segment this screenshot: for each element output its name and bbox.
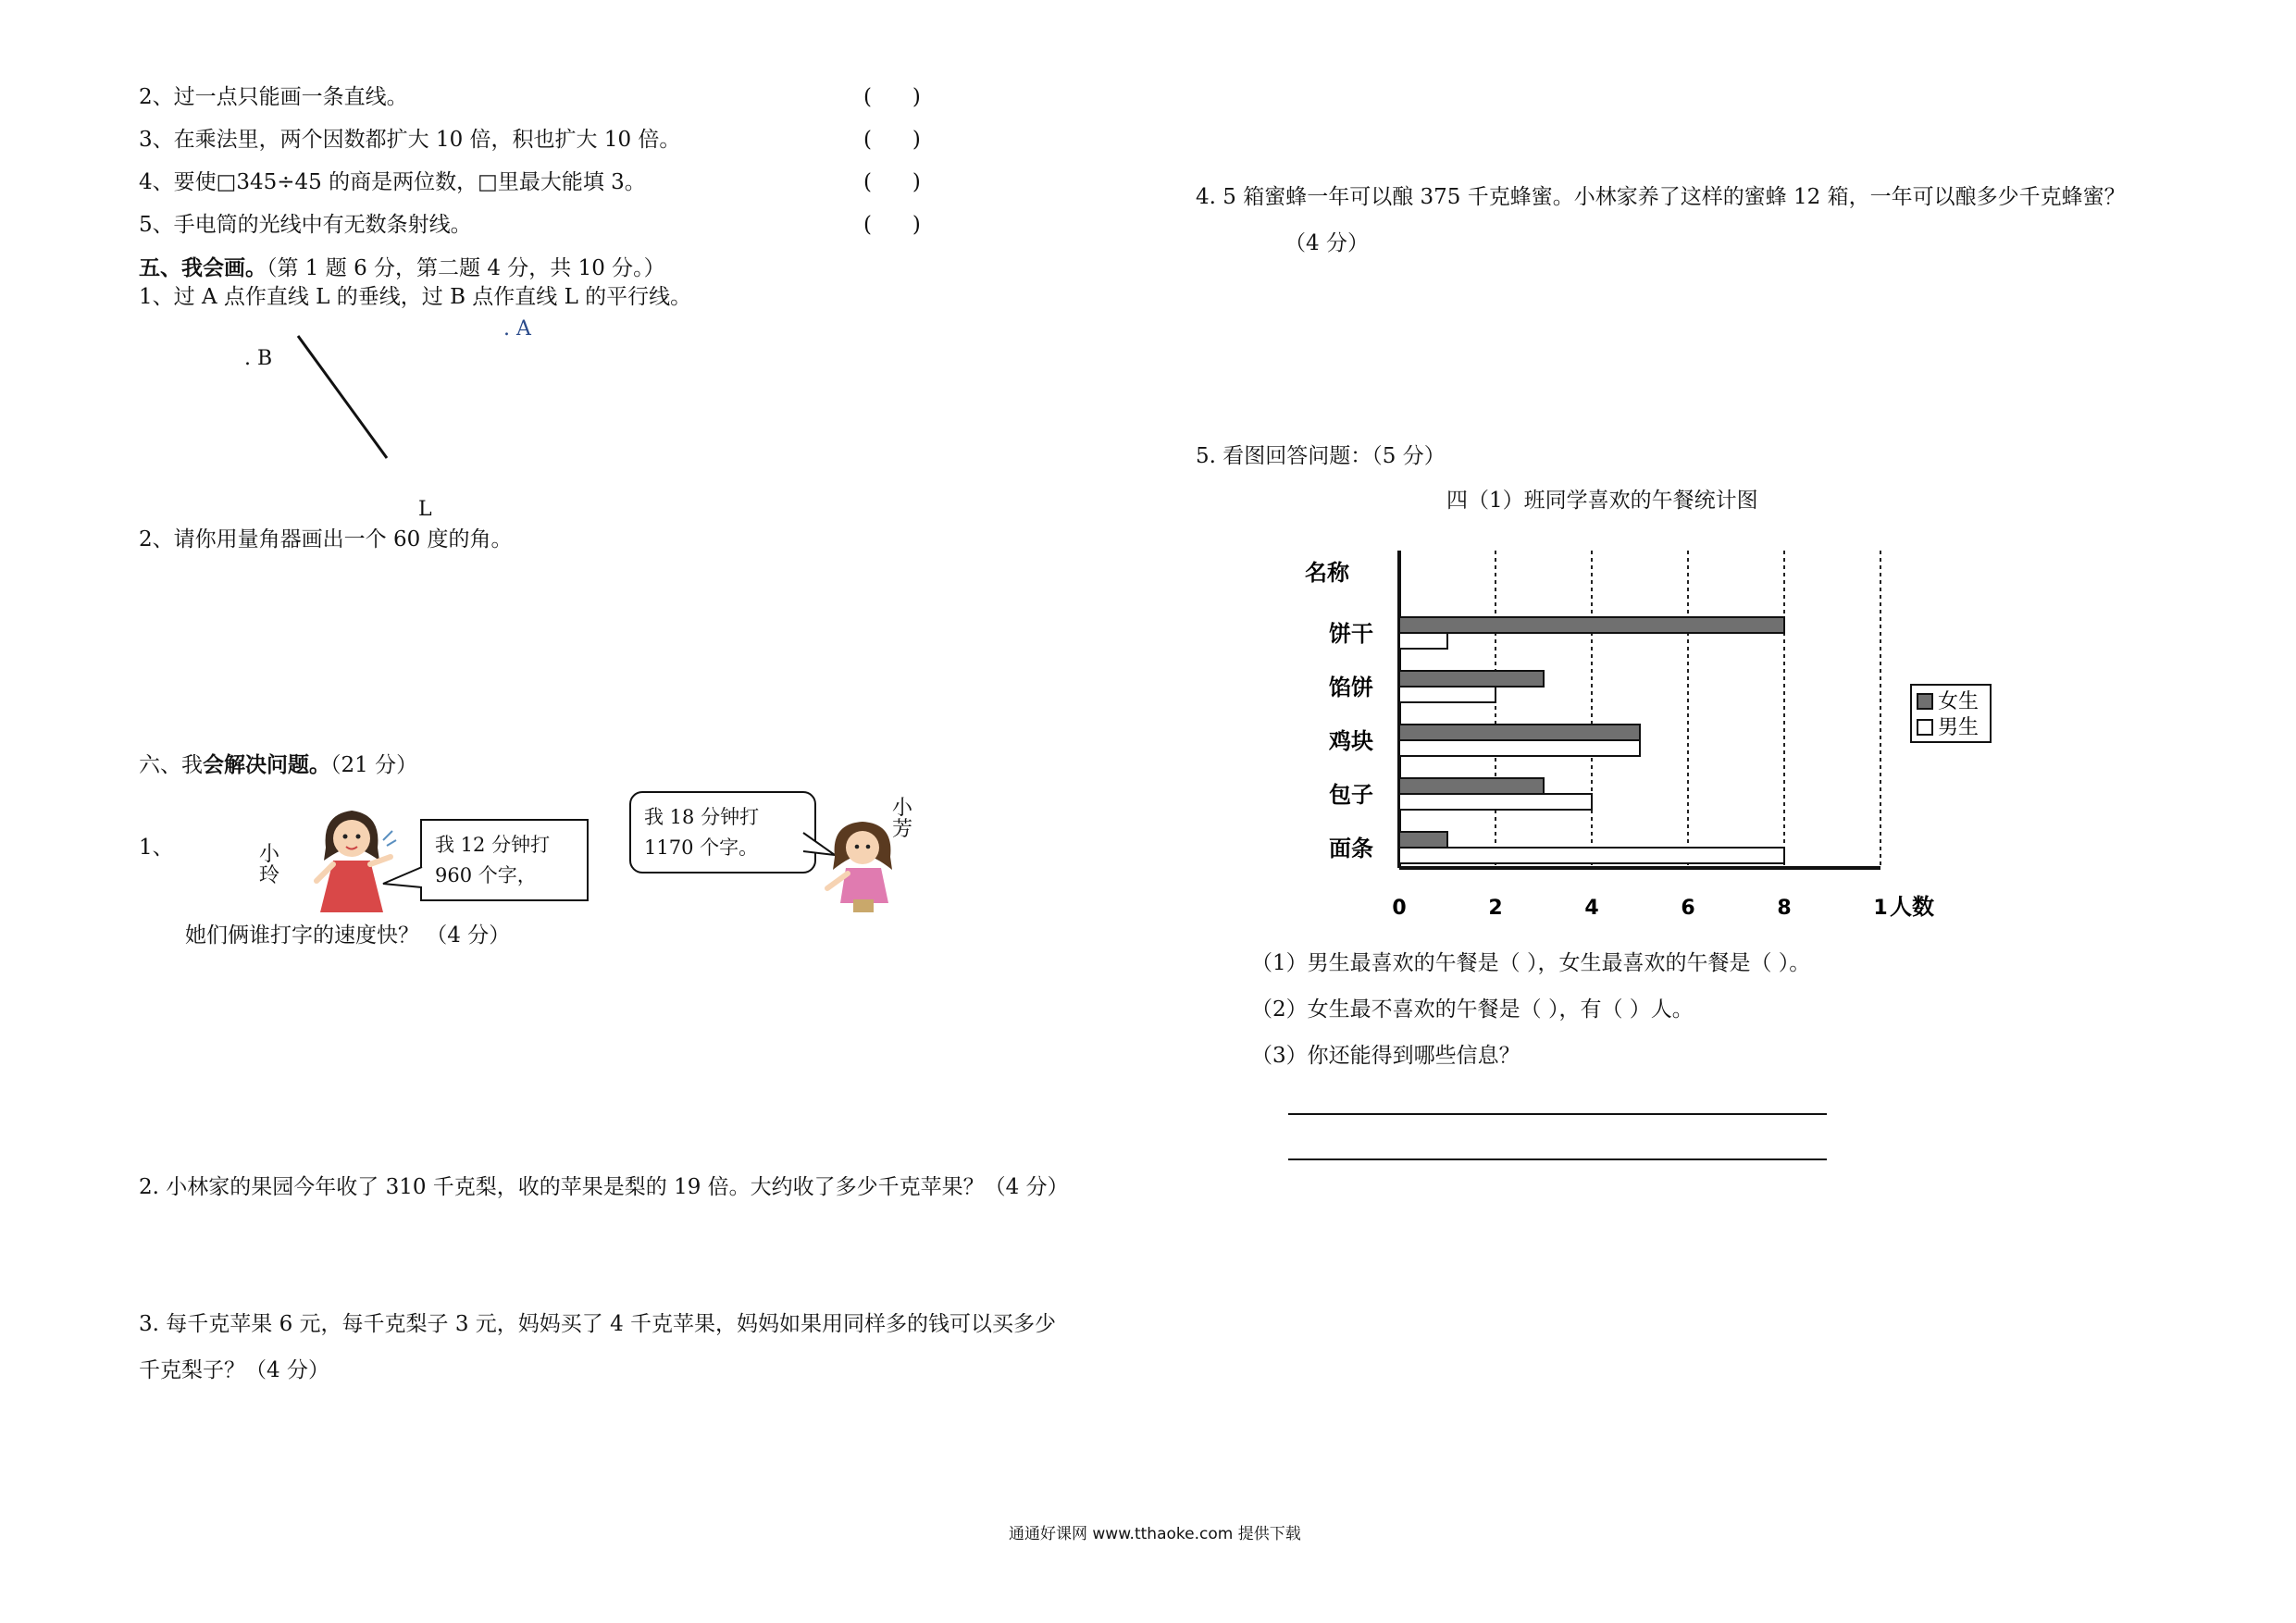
draw-question-1: 1、过 A 点作直线 L 的垂线，过 B 点作直线 L 的平行线。 bbox=[139, 285, 692, 309]
legend-swatch bbox=[1917, 694, 1932, 709]
category-label: 面条 bbox=[1329, 836, 1373, 861]
chart-question-1: （1）男生最喜欢的午餐是（ ），女生最喜欢的午餐是（ ）。 bbox=[1251, 951, 1811, 975]
name-xiaofang: 小 芳 bbox=[892, 797, 913, 842]
bar-girls bbox=[1399, 617, 1784, 633]
name-xiaoling: 小 玲 bbox=[259, 843, 280, 888]
judge-item-2-paren: ( ) bbox=[863, 85, 921, 109]
question-5-title: 5. 看图回答问题：（5 分） bbox=[1196, 444, 1446, 468]
lunch-bar-chart bbox=[1277, 532, 2008, 930]
speech-bubble-xiaofang: 我 18 分钟打 1170 个字。 bbox=[629, 791, 816, 873]
speech-bubble-xiaoling: 我 12 分钟打 960 个字， bbox=[420, 819, 589, 901]
section-draw-title: 五、我会画。 bbox=[139, 255, 267, 280]
judge-item-2: 2、过一点只能画一条直线。 bbox=[139, 85, 408, 109]
x-tick-label: 6 bbox=[1681, 897, 1695, 920]
question-4-line-2: （4 分） bbox=[1285, 231, 1369, 255]
bar-boys bbox=[1399, 740, 1640, 756]
section-draw-note: （第 1 题 6 分，第二题 4 分，共 10 分。） bbox=[267, 256, 665, 280]
section-solve-title-prefix: 六、我 bbox=[139, 753, 203, 777]
chart-question-2: （2）女生最不喜欢的午餐是（ ），有（ ）人。 bbox=[1251, 997, 1694, 1022]
x-tick-label: 8 bbox=[1777, 897, 1792, 920]
chart-question-3: （3）你还能得到哪些信息？ bbox=[1251, 1044, 1520, 1068]
point-b-label: . B bbox=[244, 347, 273, 370]
legend-swatch bbox=[1917, 720, 1932, 735]
chart-title: 四（1）班同学喜欢的午餐统计图 bbox=[1446, 489, 1758, 513]
section-solve-score: （21 分） bbox=[330, 753, 418, 777]
solve-question-3-line-2: 千克梨子？（4 分） bbox=[139, 1358, 329, 1382]
question-4-line-1: 4. 5 箱蜜蜂一年可以酿 375 千克蜂蜜。小林家养了这样的蜜蜂 12 箱，一年可以酿多少千克蜂蜜？ bbox=[1196, 185, 2126, 209]
category-label: 馅饼 bbox=[1329, 675, 1373, 700]
x-tick-label: 0 bbox=[1392, 897, 1407, 920]
point-a-label: . A bbox=[503, 317, 531, 341]
bar-boys bbox=[1399, 848, 1784, 863]
judge-item-4-paren: ( ) bbox=[863, 170, 921, 194]
solve-question-2: 2. 小林家的果园今年收了 310 千克梨，收的苹果是梨的 19 倍。大约收了多少千克苹果？（4 分） bbox=[139, 1175, 1069, 1199]
answer-line-2[interactable] bbox=[1288, 1158, 1827, 1160]
answer-line-1[interactable] bbox=[1288, 1113, 1827, 1115]
judge-item-3: 3、在乘法里，两个因数都扩大 10 倍，积也扩大 10 倍。 bbox=[139, 128, 681, 152]
bar-girls bbox=[1399, 832, 1447, 848]
speech-bubble-xiaoling-tail bbox=[381, 865, 424, 893]
section-solve-title: 会解决问题。 bbox=[203, 752, 330, 777]
solve-question-1-text: 她们俩谁打字的速度快？ （4 分） bbox=[185, 923, 511, 948]
solve-question-1-number: 1、 bbox=[139, 836, 174, 860]
solve-question-3-line-1: 3. 每千克苹果 6 元，每千克梨子 3 元，妈妈买了 4 千克苹果，妈妈如果用同样多的钱可以买多少 bbox=[139, 1312, 1057, 1336]
x-tick-label: 1 bbox=[1873, 897, 1888, 920]
line-l-label: L bbox=[418, 498, 432, 521]
bar-girls bbox=[1399, 671, 1544, 687]
x-axis-title: 人数 bbox=[1890, 894, 1934, 920]
draw-question-2: 2、请你用量角器画出一个 60 度的角。 bbox=[139, 527, 513, 551]
judge-item-5-paren: ( ) bbox=[863, 213, 921, 237]
judge-item-5: 5、手电筒的光线中有无数条射线。 bbox=[139, 213, 472, 237]
category-label: 包子 bbox=[1329, 782, 1373, 808]
x-tick-label: 4 bbox=[1584, 897, 1599, 920]
category-label: 饼干 bbox=[1329, 621, 1373, 647]
bar-boys bbox=[1399, 794, 1592, 810]
section-solve-heading bbox=[139, 752, 417, 779]
legend-label: 男生 bbox=[1938, 716, 1980, 739]
x-tick-label: 2 bbox=[1488, 897, 1503, 920]
y-axis-title: 名称 bbox=[1305, 560, 1349, 586]
section-draw-heading bbox=[139, 255, 665, 282]
legend-label: 女生 bbox=[1938, 690, 1980, 713]
bar-girls bbox=[1399, 778, 1544, 794]
judge-item-3-paren: ( ) bbox=[863, 128, 921, 152]
girl-xiaoling-illustration bbox=[305, 803, 398, 919]
footer-credit: 通通好课网 www.tthaoke.com 提供下载 bbox=[1009, 1525, 1301, 1543]
judge-item-4: 4、要使□345÷45 的商是两位数，□里最大能填 3。 bbox=[139, 170, 646, 194]
bar-boys bbox=[1399, 633, 1447, 649]
bar-boys bbox=[1399, 687, 1496, 702]
bar-girls bbox=[1399, 725, 1640, 740]
category-label: 鸡块 bbox=[1329, 728, 1373, 754]
line-l bbox=[287, 328, 398, 467]
